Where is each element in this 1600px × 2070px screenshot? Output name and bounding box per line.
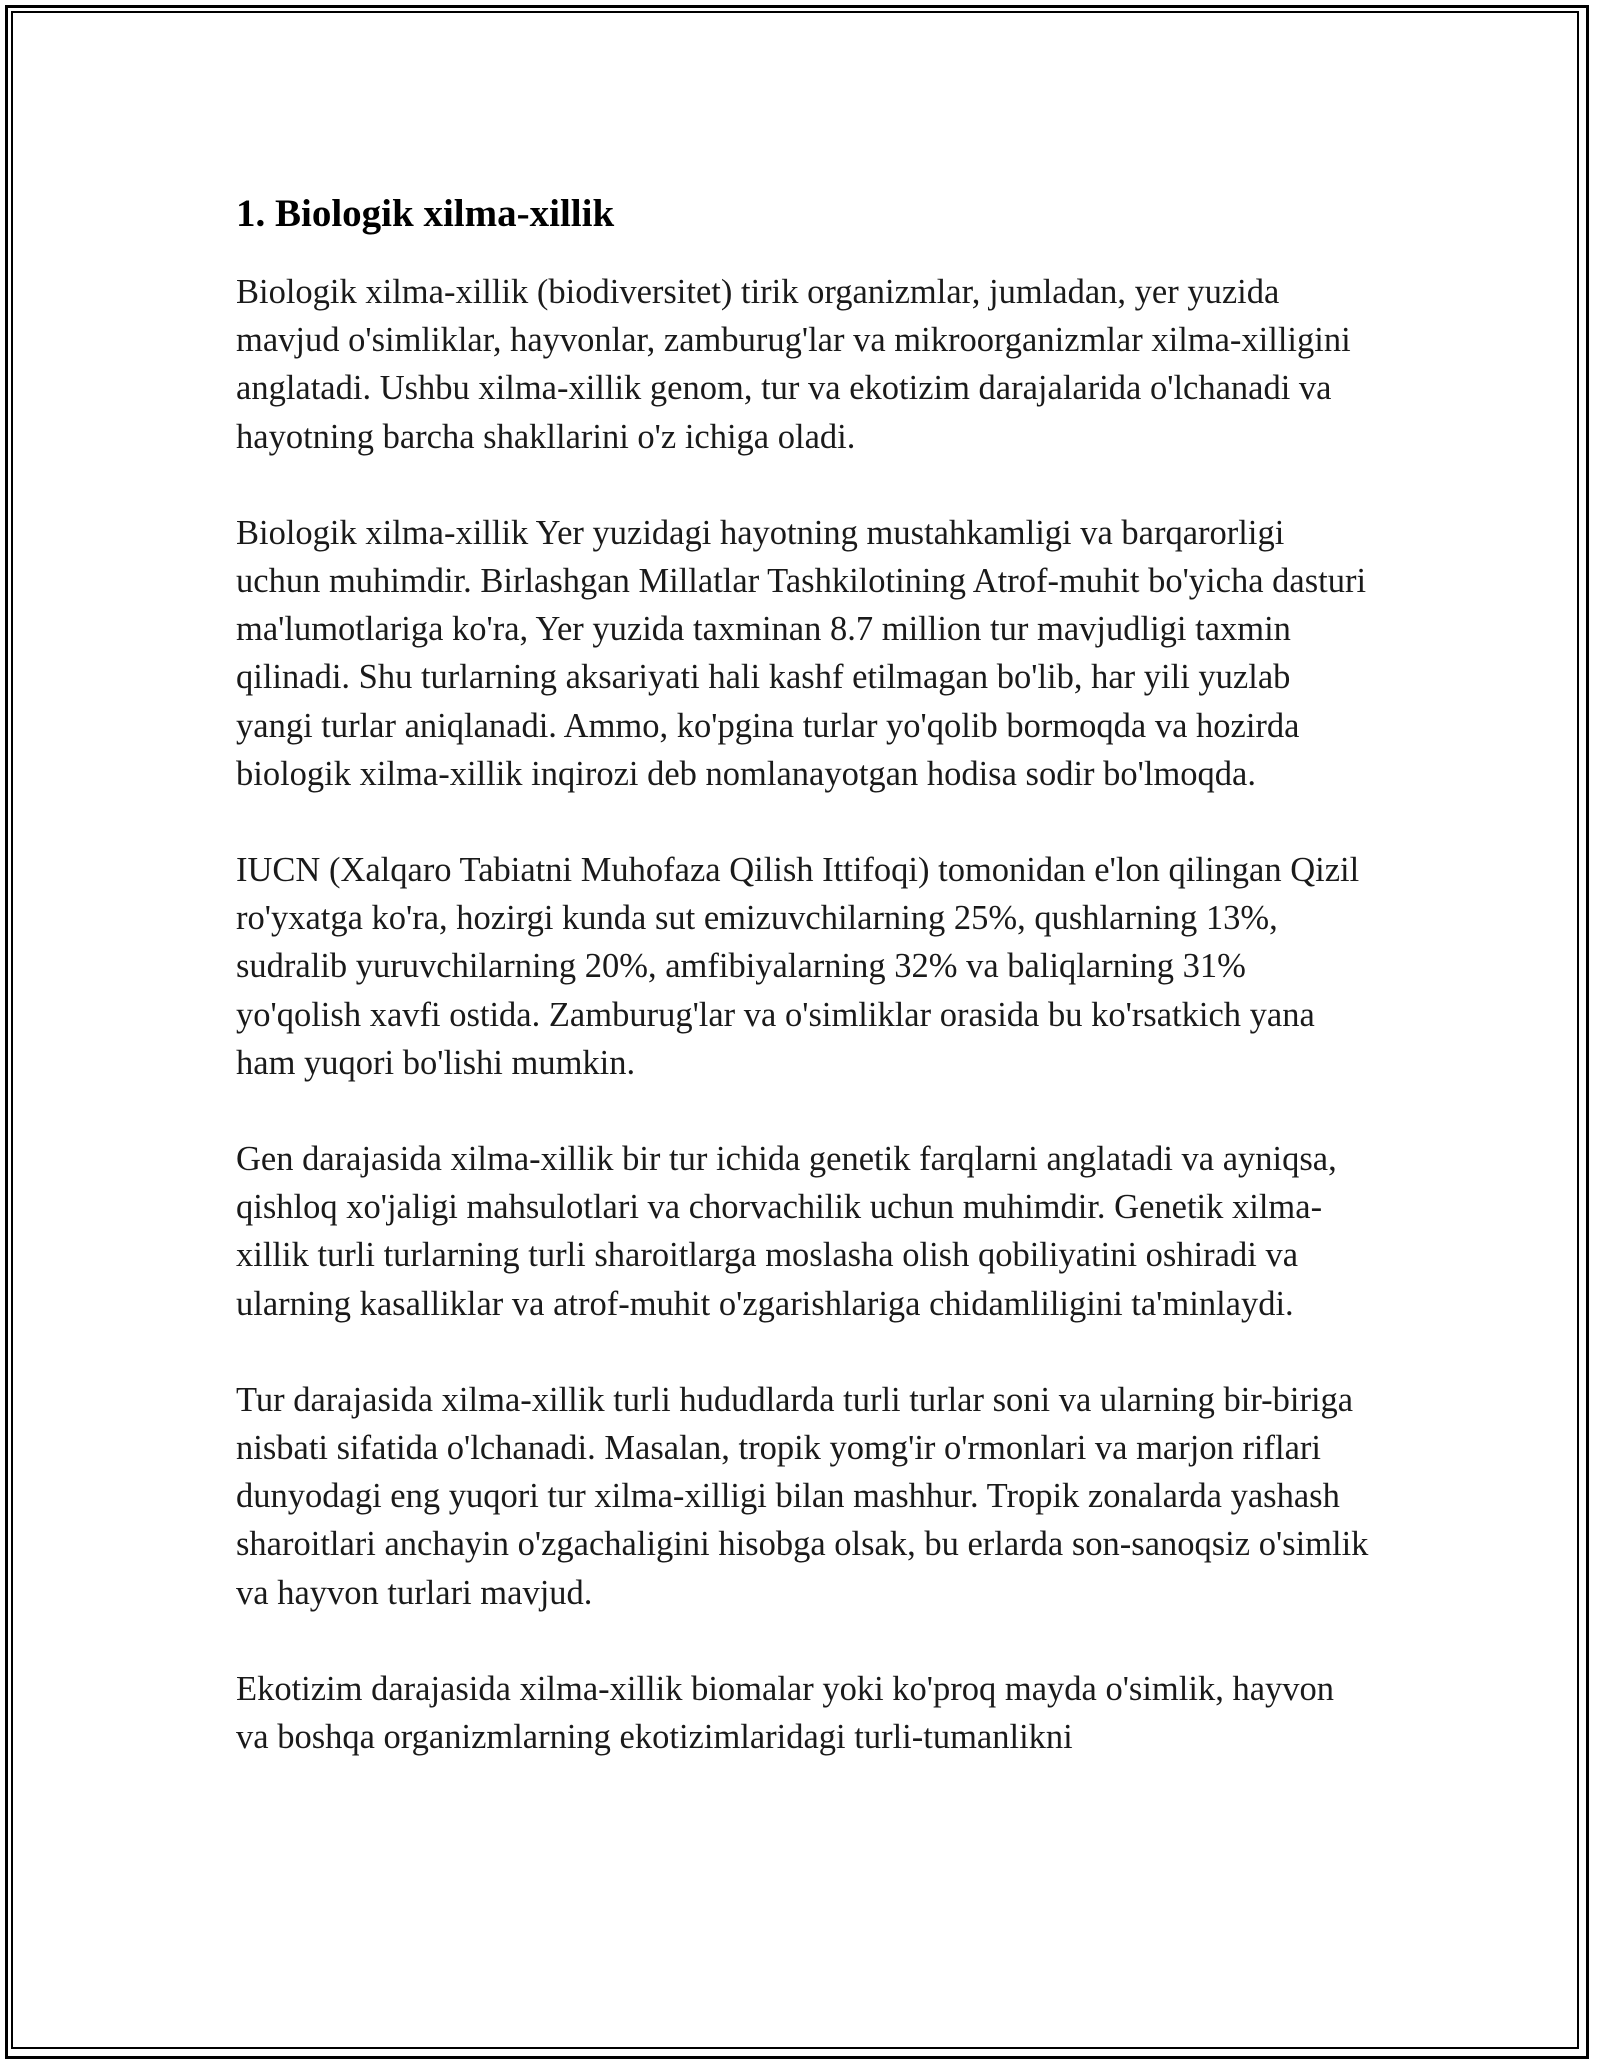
paragraph-iucn-red-list: IUCN (Xalqaro Tabiatni Muhofaza Qilish Ittifoqi) tomonidan e'lon qilingan Qizil ro'yxatga ko'ra, hozirgi kunda sut emizuvchilarning 25%, qushlarning 13%, sudralib yuruvchilarning 20%, amfibiyalarning 32% va baliqlarning 31% yo'qolish xavfi ostida. Zamburug'lar va o'simliklar orasida bu ko'rsatkich yana ham yuqori bo'lishi mumkin. <box>236 851 1360 1082</box>
section-title: 1. Biologik xilma-xillik <box>236 192 615 235</box>
paragraph-definition: Biologik xilma-xillik (biodiversitet) tirik organizmlar, jumladan, yer yuzida mavjud o'simliklar, hayvonlar, zamburug'lar va mikroorganizmlar xilma-xilligini anglatadi. Ushbu xilma-xillik genom, tur va ekotizim darajalarida o'lchanadi va hayotning barcha shakllarini o'z ichiga oladi. <box>236 273 1351 456</box>
paragraph-importance: Biologik xilma-xillik Yer yuzidagi hayotning mustahkamligi va barqarorligi uchun muhimdir. Birlashgan Millatlar Tashkilotining Atrof-muhit bo'yicha dasturi ma'lumotlariga ko'ra, Yer yuzida taxminan 8.7 million tur mavjudligi taxmin qilinadi. Shu turlarning aksariyati hali kashf etilmagan bo'lib, har yili yuzlab yangi turlar aniqlanadi. Ammo, ko'pgina turlar yo'qolib bormoqda va hozirda biologik xilma-xillik inqirozi deb nomlanayotgan hodisa sodir bo'lmoqda. <box>236 513 1367 793</box>
paragraph-species-diversity: Tur darajasida xilma-xillik turli hududlarda turli turlar soni va ularning bir-biriga nisbati sifatida o'lchanadi. Masalan, tropik yomg'ir o'rmonlari va marjon riflari dunyodagi eng yuqori tur xilma-xilligi bilan mashhur. Tropik zonalarda yashash sharoitlari anchayin o'zgachaligini hisobga olsak, bu erlarda son-sanoqsiz o'simlik va hayvon turlari mavjud. <box>236 1380 1369 1612</box>
document-body <box>236 190 1371 1809</box>
paragraph-genetic-diversity: Gen darajasida xilma-xillik bir tur ichida genetik farqlarni anglatadi va ayniqsa, qishloq xo'jaligi mahsulotlari va chorvachilik uchun muhimdir. Genetik xilma-xillik turli turlarning turli sharoitlarga moslasha olish qobiliyatini oshiradi va ularning kasalliklar va atrof-muhit o'zgarishlariga chidamliligini ta'minlaydi. <box>236 1140 1337 1323</box>
paragraph-ecosystem-diversity: Ekotizim darajasida xilma-xillik biomalar yoki ko'proq mayda o'simlik, hayvon va boshqa organizmlarning ekotizimlaridagi turli-tumanlikni <box>236 1669 1335 1757</box>
